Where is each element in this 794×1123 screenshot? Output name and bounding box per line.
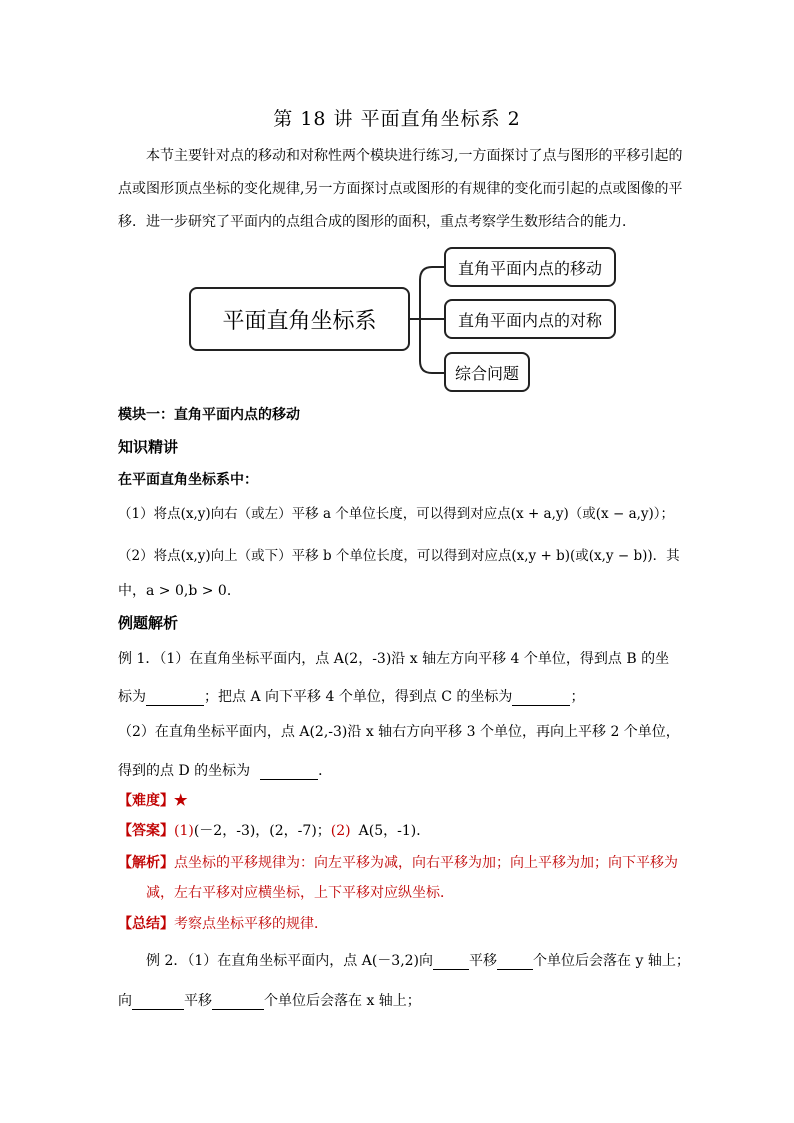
diagram-root-node: 平面直角坐标系 (189, 287, 410, 351)
example-2-line-1 (146, 950, 690, 970)
answer-blank-units-x[interactable] (212, 995, 264, 1010)
examples-heading: 例题解析 (118, 614, 179, 632)
summary-row (118, 913, 328, 933)
text: 标为 (118, 689, 146, 705)
text: 平移 (184, 993, 212, 1009)
example-1-line-3: （2）在直角坐标平面内，点 A(2,-3)沿 x 轴右方向平移 3 个单位，再向上平移 2 个单位， (118, 724, 680, 740)
diagram-branch-symmetry: 直角平面内点的对称 (444, 299, 616, 339)
analysis-text-1: 点坐标的平移规律为：向左平移为减，向右平移为加；向上平移为加；向下平移为 (174, 855, 678, 871)
analysis-row-1 (118, 852, 678, 872)
answer-label: 【答案】 (118, 823, 174, 839)
diagram-branch-move: 直角平面内点的移动 (444, 247, 616, 287)
example-2-line-2 (118, 990, 421, 1010)
answer-blank-b[interactable] (146, 691, 204, 706)
text: 个单位后会落在 y 轴上； (533, 953, 690, 969)
text: 向 (118, 993, 132, 1009)
rule-2-line-1: （2）将点(x,y)向上（或下）平移 b 个单位长度，可以得到对应点(x,y + b)(或(x,y − b))．其 (118, 548, 680, 564)
answer-blank-direction-x[interactable] (132, 995, 184, 1010)
answer-part-2: (2) (330, 823, 351, 839)
text: 平移 (469, 953, 498, 969)
knowledge-heading: 知识精讲 (118, 438, 179, 456)
analysis-text-2: 减，左右平移对应横坐标，上下平移对应纵坐标． (146, 885, 454, 901)
analysis-label: 【解析】 (118, 855, 174, 871)
answer-row (118, 820, 430, 840)
difficulty-row (118, 790, 187, 810)
diagram-branch-comprehensive: 综合问题 (444, 352, 530, 392)
summary-text: 考察点坐标平移的规律． (174, 916, 328, 932)
concept-diagram-connectors (0, 0, 794, 420)
answer-blank-c[interactable] (512, 691, 570, 706)
example-1-line-1: 例 1．（1）在直角坐标平面内，点 A(2，-3)沿 x 轴左方向平移 4 个单位，得到点 B 的坐 (118, 651, 670, 667)
text: ． (318, 763, 333, 779)
module-heading: 模块一：直角平面内点的移动 (118, 407, 300, 423)
intro-paragraph: 本节主要针对点的移动和对称性两个模块进行练习,一方面探讨了点与图形的平移引起的点或图形顶点坐标的变化规律,另一方面探讨点或图形的有规律的变化而引起的点或图像的平移．进一步研究了平面内的点组合成的图形的面积，重点考察学生数形结合的能力． (118, 148, 683, 230)
text: 得到的点 D 的坐标为 (118, 763, 251, 779)
answer-text-2: A(5，-1)． (358, 823, 431, 839)
rule-1: （1）将点(x,y)向右（或左）平移 a 个单位长度，可以得到对应点(x + a,y)（或(x − a,y)）； (118, 506, 675, 522)
star-icon: ★ (174, 791, 188, 809)
answer-blank-direction-y[interactable] (433, 955, 469, 970)
text: 个单位后会落在 x 轴上； (264, 993, 421, 1009)
text: 例 2．（1）在直角坐标平面内，点 A(－3,2)向 (146, 953, 434, 969)
summary-label: 【总结】 (118, 916, 174, 932)
answer-blank-units-y[interactable] (497, 955, 533, 970)
lesson-title: 第 18 讲 平面直角坐标系 2 (273, 108, 521, 130)
text: ；把点 A 向下平移 4 个单位，得到点 C 的坐标为 (204, 689, 513, 705)
example-1-line-2 (118, 686, 584, 706)
difficulty-label: 【难度】 (118, 793, 174, 809)
answer-part-1: (1) (174, 823, 194, 839)
in-system-label: 在平面直角坐标系中： (118, 472, 258, 488)
answer-blank-d[interactable] (260, 765, 318, 780)
text: ； (570, 689, 585, 705)
rule-2-line-2: 中，a > 0,b > 0． (118, 583, 241, 599)
answer-text-1: (－2，-3)，(2，-7)； (193, 823, 331, 839)
example-1-line-4 (118, 760, 332, 780)
